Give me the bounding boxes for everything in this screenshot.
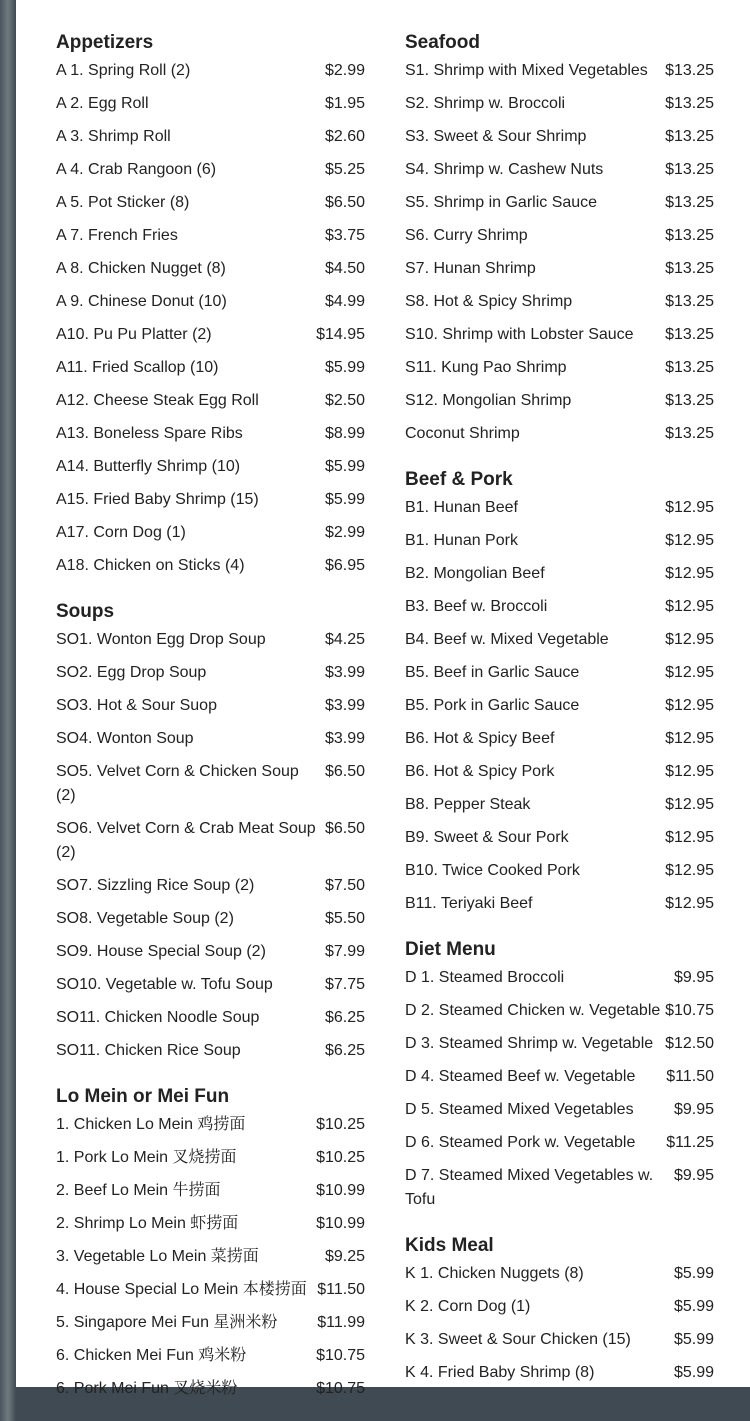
menu-item-price: $2.99 [324,62,365,79]
menu-item [405,221,714,254]
menu-item-price: $5.99 [324,491,365,508]
menu-item-price: $10.25 [316,1116,365,1133]
menu-item [56,904,365,937]
menu-item-price: $12.95 [665,796,714,813]
menu-item-price: $6.50 [324,763,365,780]
menu-item-price: $13.25 [665,62,714,79]
menu-item-price: $12.95 [665,895,714,912]
menu-item-name: SO9. House Special Soup (2) [56,943,266,960]
menu-item [405,790,714,823]
menu-item [56,188,365,221]
menu-item [56,551,365,584]
menu-item-name: S2. Shrimp w. Broccoli [405,95,566,112]
menu-item-price: $9.95 [673,969,714,986]
menu-section-diet-menu [405,936,714,1218]
menu-item-name: S5. Shrimp in Garlic Sauce [405,194,598,211]
menu-item [405,625,714,658]
menu-item [56,518,365,551]
menu-item [405,889,714,922]
menu-item-price: $4.99 [324,293,365,310]
menu-item-name: SO3. Hot & Sour Suop [56,697,217,714]
menu-item-price: $13.25 [665,425,714,442]
menu-item [56,1176,365,1209]
menu-item-name: SO6. Velvet Corn & Crab Meat Soup (2) [56,820,316,861]
menu-item [405,856,714,889]
menu-item-name: SO2. Egg Drop Soup [56,664,207,681]
menu-item-price: $12.95 [665,730,714,747]
menu-item [405,1029,714,1062]
menu-item [405,757,714,790]
menu-item-name: B3. Beef w. Broccoli [405,598,548,615]
menu-item-price: $6.25 [324,1042,365,1059]
menu-item-name: 2. Beef Lo Mein 牛捞面 [56,1182,221,1199]
menu-item [56,625,365,658]
menu-item-name: SO4. Wonton Soup [56,730,194,747]
menu-item [405,386,714,419]
menu-item-name: K 2. Corn Dog (1) [405,1298,531,1315]
menu-item-price: $11.50 [666,1068,714,1085]
menu-item-name: A 7. French Fries [56,227,178,244]
menu-item-name: SO5. Velvet Corn & Chicken Soup (2) [56,763,299,804]
menu-item-name: A17. Corn Dog (1) [56,524,186,541]
menu-item-price: $12.95 [665,664,714,681]
menu-item-name: A 4. Crab Rangoon (6) [56,161,217,178]
menu-item [405,287,714,320]
menu-item-price: $13.25 [665,95,714,112]
menu-item [56,970,365,1003]
menu-item-name: S4. Shrimp w. Cashew Nuts [405,161,604,178]
menu-item [56,320,365,353]
section-title: Diet Menu [405,939,496,960]
menu-item-price: $7.75 [324,976,365,993]
menu-item-name: A 8. Chicken Nugget (8) [56,260,226,277]
menu-item [405,353,714,386]
menu-item-name: A 5. Pot Sticker (8) [56,194,190,211]
menu-item-name: SO11. Chicken Rice Soup [56,1042,241,1059]
menu-item-name: SO11. Chicken Noodle Soup [56,1009,260,1026]
menu-item-name: S8. Hot & Spicy Shrimp [405,293,573,310]
menu-item-price: $10.25 [316,1149,365,1166]
menu-item-name: B2. Mongolian Beef [405,565,545,582]
menu-item-price: $5.99 [324,359,365,376]
menu-item-price: $8.99 [324,425,365,442]
section-title: Beef & Pork [405,469,513,490]
menu-item [405,1325,714,1358]
menu-item-price: $14.95 [316,326,365,343]
menu-item [56,485,365,518]
menu-item [56,1209,365,1242]
menu-item [56,89,365,122]
menu-item-name: SO7. Sizzling Rice Soup (2) [56,877,255,894]
menu-item-name: A 3. Shrimp Roll [56,128,171,145]
menu-item-price: $6.50 [324,194,365,211]
menu-item-name: 2. Shrimp Lo Mein 虾捞面 [56,1215,239,1232]
section-title: Soups [56,601,115,622]
menu-item-name: A13. Boneless Spare Ribs [56,425,243,442]
menu-section-kids-meal [405,1232,714,1391]
menu-item-name: A11. Fried Scallop (10) [56,359,219,376]
menu-item-price: $13.25 [665,293,714,310]
menu-item-price: $5.99 [324,458,365,475]
menu-item-price: $6.50 [324,820,365,837]
menu-item-name: S10. Shrimp with Lobster Sauce [405,326,634,343]
menu-item [405,724,714,757]
menu-item-price: $13.25 [665,359,714,376]
menu-item [56,386,365,419]
menu-item [56,1110,365,1143]
menu-item [405,1259,714,1292]
menu-item-price: $7.50 [324,877,365,894]
menu-item [405,1062,714,1095]
menu-item [56,122,365,155]
menu-item-price: $5.99 [673,1298,714,1315]
menu-item-name: B8. Pepper Steak [405,796,531,813]
menu-item [56,1341,365,1374]
menu-item-price: $10.75 [665,1002,714,1019]
menu-item-price: $7.99 [324,943,365,960]
menu-item [56,937,365,970]
section-title: Appetizers [56,32,154,53]
menu-item-name: 6. Chicken Mei Fun 鸡米粉 [56,1347,247,1364]
menu-item-name: B4. Beef w. Mixed Vegetable [405,631,609,648]
left-column [56,29,365,1421]
menu-item-name: A18. Chicken on Sticks (4) [56,557,245,574]
menu-item-price: $12.95 [665,565,714,582]
menu-item-name: A 9. Chinese Donut (10) [56,293,227,310]
menu-item [56,1003,365,1036]
menu-item-price: $12.50 [665,1035,714,1052]
right-column [405,29,714,1405]
menu-item-price: $2.99 [324,524,365,541]
menu-item [56,1275,365,1308]
menu-item-price: $12.95 [665,631,714,648]
menu-item-price: $12.95 [665,829,714,846]
menu-item [405,1358,714,1391]
menu-item [56,221,365,254]
menu-item-name: S11. Kung Pao Shrimp [405,359,567,376]
menu-item-price: $10.99 [316,1215,365,1232]
menu-item [405,963,714,996]
menu-item-name: D 5. Steamed Mixed Vegetables [405,1101,634,1118]
menu-item-price: $6.25 [324,1009,365,1026]
menu-item [405,89,714,122]
menu-item [405,559,714,592]
menu-item-price: $12.95 [665,862,714,879]
menu-item-name: D 4. Steamed Beef w. Vegetable [405,1068,636,1085]
menu-item [56,814,365,871]
menu-item [56,1374,365,1407]
menu-item-name: SO8. Vegetable Soup (2) [56,910,234,927]
menu-item-price: $3.75 [324,227,365,244]
menu-item-price: $2.50 [324,392,365,409]
menu-item-name: A 1. Spring Roll (2) [56,62,191,79]
menu-item-price: $13.25 [665,161,714,178]
menu-item-name: B9. Sweet & Sour Pork [405,829,569,846]
menu-item [56,353,365,386]
menu-section-beef-pork [405,466,714,922]
menu-item [56,287,365,320]
menu-item [56,56,365,89]
menu-item-price: $12.95 [665,532,714,549]
menu-item-price: $13.25 [665,392,714,409]
menu-item-price: $9.25 [324,1248,365,1265]
menu-item [405,1095,714,1128]
menu-item-price: $11.25 [666,1134,714,1151]
menu-item-price: $9.95 [673,1167,714,1184]
menu-item-price: $1.95 [324,95,365,112]
menu-item-name: A10. Pu Pu Platter (2) [56,326,212,343]
menu-item-price: $5.99 [673,1364,714,1381]
menu-item-price: $13.25 [665,128,714,145]
menu-item [405,254,714,287]
menu-item-price: $12.95 [665,499,714,516]
menu-item-name: K 1. Chicken Nuggets (8) [405,1265,584,1282]
menu-item-name: D 3. Steamed Shrimp w. Vegetable [405,1035,654,1052]
menu-item-price: $3.99 [324,697,365,714]
menu-item-name: D 2. Steamed Chicken w. Vegetable [405,1002,661,1019]
menu-item [56,419,365,452]
menu-item-price: $5.99 [673,1331,714,1348]
menu-item-name: A12. Cheese Steak Egg Roll [56,392,259,409]
menu-item [405,592,714,625]
menu-item-price: $12.95 [665,598,714,615]
menu-item [56,658,365,691]
menu-item-name: Coconut Shrimp [405,425,520,442]
menu-item [56,1242,365,1275]
menu-item [56,691,365,724]
menu-item-price: $11.99 [317,1314,365,1331]
menu-item [56,871,365,904]
menu-item-name: D 7. Steamed Mixed Vegetables w. Tofu [405,1167,654,1208]
menu-item-price: $9.95 [673,1101,714,1118]
menu-item-price: $5.99 [673,1265,714,1282]
menu-item-name: A 2. Egg Roll [56,95,149,112]
menu-item-name: A15. Fried Baby Shrimp (15) [56,491,259,508]
menu-item [56,724,365,757]
menu-item-name: D 6. Steamed Pork w. Vegetable [405,1134,636,1151]
menu-item-name: S7. Hunan Shrimp [405,260,536,277]
menu-item [405,188,714,221]
menu-section-appetizers [56,29,365,584]
menu-item [56,452,365,485]
menu-item [405,996,714,1029]
menu-item-price: $12.95 [665,697,714,714]
menu-item [405,320,714,353]
menu-item-name: S12. Mongolian Shrimp [405,392,572,409]
menu-item [405,658,714,691]
menu-item [405,493,714,526]
menu-item-name: A14. Butterfly Shrimp (10) [56,458,241,475]
menu-item [405,526,714,559]
menu-item-name: B5. Beef in Garlic Sauce [405,664,580,681]
menu-item-price: $3.99 [324,664,365,681]
menu-item-name: 6. Pork Mei Fun 叉烧米粉 [56,1380,238,1397]
menu-item-name: D 1. Steamed Broccoli [405,969,565,986]
section-title: Lo Mein or Mei Fun [56,1086,230,1107]
menu-item-price: $4.50 [324,260,365,277]
menu-item-name: B6. Hot & Spicy Pork [405,763,555,780]
menu-item-name: 5. Singapore Mei Fun 星洲米粉 [56,1314,278,1331]
menu-item [405,155,714,188]
menu-item-name: 1. Chicken Lo Mein 鸡捞面 [56,1116,246,1133]
menu-item-name: S1. Shrimp with Mixed Vegetables [405,62,648,79]
menu-item-name: B1. Hunan Beef [405,499,518,516]
menu-item [56,155,365,188]
menu-section-soups [56,598,365,1069]
menu-item [405,1292,714,1325]
menu-item-price: $13.25 [665,326,714,343]
menu-item-name: 3. Vegetable Lo Mein 菜捞面 [56,1248,259,1265]
menu-item-price: $6.95 [324,557,365,574]
menu-item-name: SO10. Vegetable w. Tofu Soup [56,976,273,993]
menu-item [405,122,714,155]
menu-item-name: B5. Pork in Garlic Sauce [405,697,580,714]
menu-item [56,254,365,287]
menu-item-name: B6. Hot & Spicy Beef [405,730,555,747]
menu-item-price: $3.99 [324,730,365,747]
menu-item-name: SO1. Wonton Egg Drop Soup [56,631,266,648]
menu-item [405,691,714,724]
menu-item-name: S6. Curry Shrimp [405,227,528,244]
menu-item-price: $12.95 [665,763,714,780]
menu-item [405,1161,714,1218]
menu-item-name: B10. Twice Cooked Pork [405,862,580,879]
menu-item-name: B11. Teriyaki Beef [405,895,533,912]
menu-item [405,1128,714,1161]
menu-item [56,1143,365,1176]
menu-item-price: $4.25 [324,631,365,648]
menu-item-price: $5.50 [324,910,365,927]
menu-item [405,823,714,856]
menu-item [405,419,714,452]
menu-section-lo-mein-or-mei-fun [56,1083,365,1407]
menu-item-price: $10.99 [316,1182,365,1199]
menu-item-price: $10.75 [316,1380,365,1397]
menu-section-seafood [405,29,714,452]
menu-item-name: K 3. Sweet & Sour Chicken (15) [405,1331,631,1348]
menu-item [56,1308,365,1341]
menu-item-name: 4. House Special Lo Mein 本楼捞面 [56,1281,307,1298]
section-title: Kids Meal [405,1235,494,1256]
menu-item [56,1036,365,1069]
menu-item-name: S3. Sweet & Sour Shrimp [405,128,587,145]
menu-item-name: B1. Hunan Pork [405,532,518,549]
menu-item [56,757,365,814]
menu-item-name: K 4. Fried Baby Shrimp (8) [405,1364,595,1381]
menu-item-price: $13.25 [665,260,714,277]
menu-item [405,56,714,89]
menu-item-price: $13.25 [665,227,714,244]
menu-item-price: $5.25 [324,161,365,178]
menu-item-price: $11.50 [317,1281,365,1298]
section-title: Seafood [405,32,480,53]
menu-item-name: 1. Pork Lo Mein 叉烧捞面 [56,1149,237,1166]
menu-item-price: $2.60 [324,128,365,145]
menu-item-price: $10.75 [316,1347,365,1364]
menu-sheet [16,0,750,1397]
menu-item-price: $13.25 [665,194,714,211]
